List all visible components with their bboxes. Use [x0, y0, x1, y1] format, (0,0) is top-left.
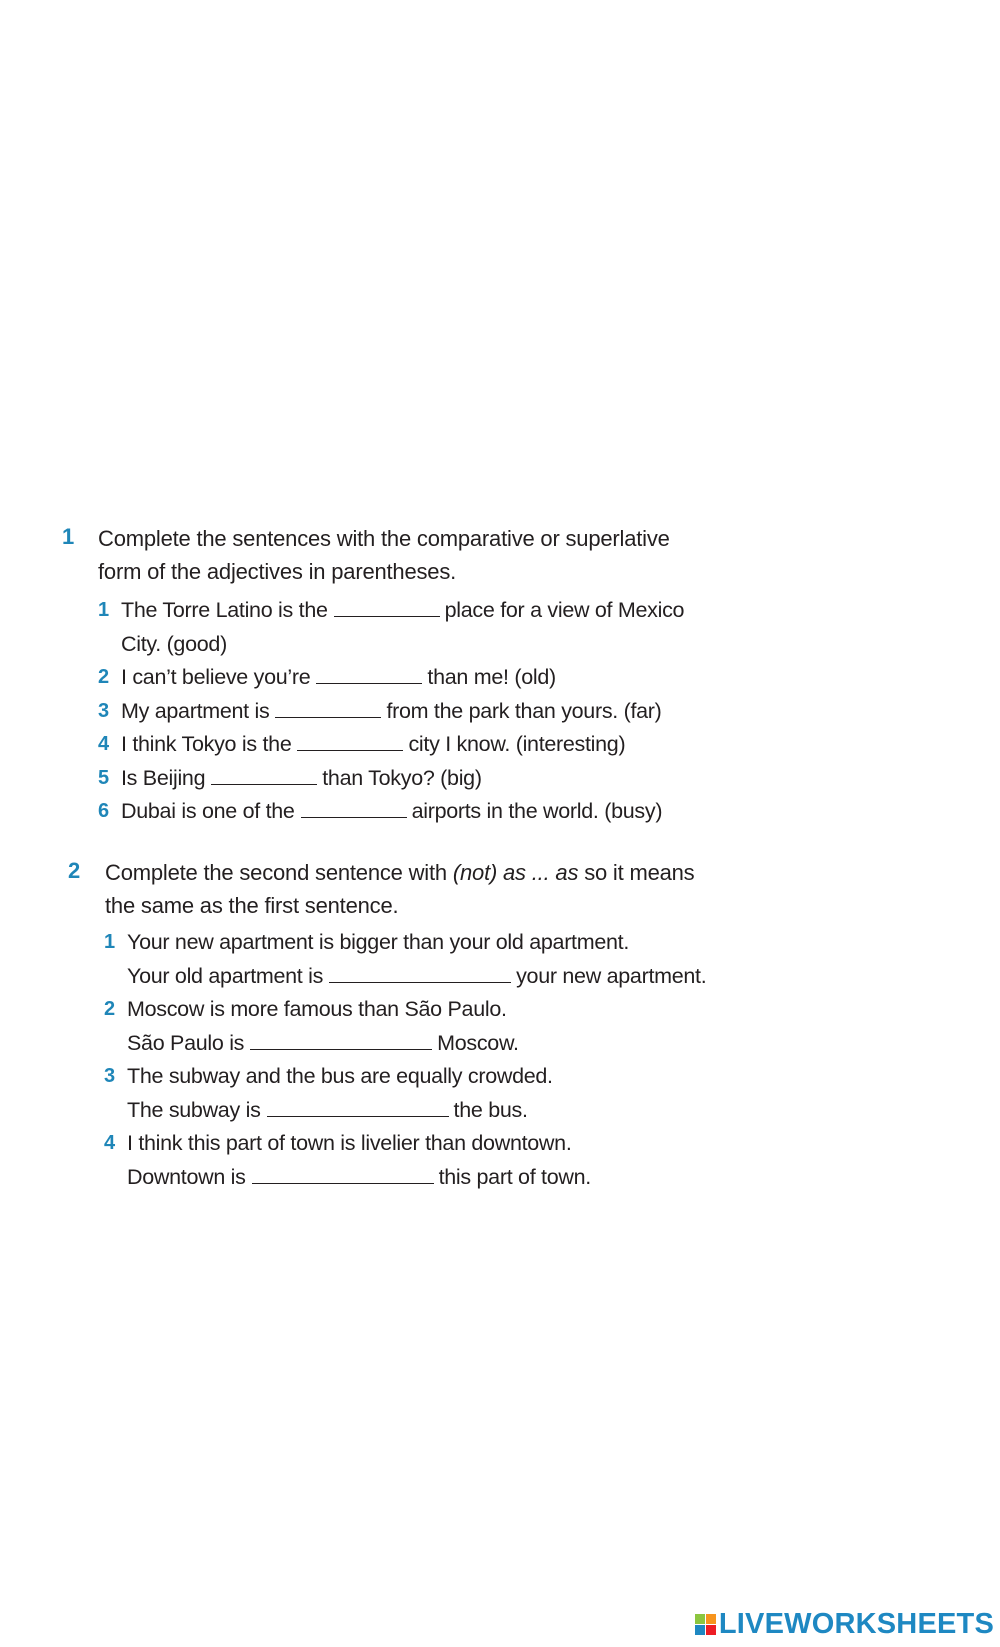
- list-item-second-sentence: [104, 1027, 706, 1061]
- instruction-line: [105, 856, 694, 889]
- item-text-before: Is Beijing: [121, 765, 206, 790]
- item-number: 4: [98, 733, 109, 755]
- exercise-1: [62, 524, 702, 824]
- exercise-instruction: [98, 522, 670, 588]
- item-number: 3: [98, 699, 109, 722]
- item-text-before: I think Tokyo is the: [121, 732, 292, 756]
- answer-blank[interactable]: [252, 1163, 434, 1184]
- item-first-sentence: Your new apartment is bigger than your old apartment.: [127, 930, 630, 954]
- item-text-cont: City. (good): [121, 631, 227, 656]
- item-number: 3: [104, 1065, 115, 1087]
- item-text-before: Dubai is one of the: [121, 799, 295, 823]
- list-item-second-sentence: [104, 960, 706, 994]
- list-item-second-sentence: [104, 1094, 706, 1128]
- list-item: [104, 993, 706, 1027]
- item-text-after: than Tokyo? (big): [322, 765, 482, 790]
- item-first-sentence: Moscow is more famous than São Paulo.: [127, 997, 507, 1021]
- item-number: 6: [98, 800, 109, 822]
- instruction-line: the same as the first sentence.: [105, 893, 399, 918]
- item-text-before: The Torre Latino is the: [121, 598, 328, 622]
- answer-blank[interactable]: [329, 962, 511, 983]
- list-item: [98, 661, 684, 695]
- list-item: [98, 594, 684, 628]
- item-number: 5: [98, 766, 109, 789]
- list-item: [98, 695, 684, 729]
- answer-blank[interactable]: [211, 764, 317, 785]
- logo-square: [695, 1625, 705, 1635]
- item-number: 2: [104, 998, 115, 1020]
- answer-blank[interactable]: [301, 797, 407, 818]
- exercise-items: [98, 594, 684, 829]
- instruction-text: Complete the second sentence with: [105, 860, 447, 885]
- list-item: [104, 1060, 706, 1094]
- instruction-italic: (not) as ... as: [452, 860, 579, 885]
- item-text-before: São Paulo is: [127, 1030, 245, 1055]
- item-text-after: your new apartment.: [516, 963, 707, 988]
- item-number: 2: [98, 666, 109, 688]
- list-item-second-sentence: [104, 1161, 706, 1195]
- item-text-after: the bus.: [453, 1097, 528, 1122]
- instruction-line: form of the adjectives in parentheses.: [98, 559, 457, 584]
- item-text-after: place for a view of Mexico: [444, 598, 685, 622]
- answer-blank[interactable]: [275, 697, 381, 718]
- exercise-2: [68, 858, 708, 1238]
- list-item: [98, 762, 684, 796]
- answer-blank[interactable]: [250, 1029, 432, 1050]
- list-item: [104, 926, 706, 960]
- item-number: 4: [104, 1132, 115, 1154]
- answer-blank[interactable]: [334, 596, 440, 617]
- item-text-after: city I know. (interesting): [408, 732, 626, 756]
- item-text-after: from the park than yours. (far): [386, 698, 662, 723]
- liveworksheets-logo-icon: [695, 1614, 716, 1635]
- liveworksheets-logo: [695, 1608, 994, 1641]
- item-text-before: Downtown is: [127, 1164, 246, 1189]
- exercise-instruction: [105, 856, 694, 922]
- answer-blank[interactable]: [297, 730, 403, 751]
- item-first-sentence: I think this part of town is livelier than downtown.: [127, 1131, 572, 1155]
- item-text-after: airports in the world. (busy): [411, 799, 663, 823]
- exercise-number: 1: [62, 524, 75, 549]
- list-item: [98, 795, 684, 829]
- answer-blank[interactable]: [267, 1096, 449, 1117]
- item-text-after: than me! (old): [427, 665, 556, 689]
- exercise-number: 2: [68, 858, 81, 883]
- instruction-line: Complete the sentences with the comparative or superlative: [98, 526, 670, 551]
- list-item: [98, 728, 684, 762]
- item-number: 1: [98, 599, 109, 621]
- exercise-items: [104, 926, 706, 1194]
- list-item: [104, 1127, 706, 1161]
- brand-text: LIVEWORKSHEETS: [718, 1608, 994, 1640]
- answer-blank[interactable]: [316, 663, 422, 684]
- item-text-before: I can’t believe you’re: [121, 665, 311, 689]
- item-text-after: this part of town.: [438, 1164, 591, 1189]
- logo-square: [706, 1614, 716, 1624]
- item-text-after: Moscow.: [437, 1030, 519, 1055]
- item-text-before: My apartment is: [121, 698, 270, 723]
- list-item-continuation: [98, 628, 684, 662]
- item-text-before: The subway is: [127, 1097, 261, 1122]
- item-first-sentence: The subway and the bus are equally crowded.: [127, 1064, 553, 1088]
- logo-square: [706, 1625, 716, 1635]
- instruction-text: so it means: [584, 860, 695, 885]
- item-text-before: Your old apartment is: [127, 963, 324, 988]
- item-number: 1: [104, 931, 115, 953]
- logo-square: [695, 1614, 705, 1624]
